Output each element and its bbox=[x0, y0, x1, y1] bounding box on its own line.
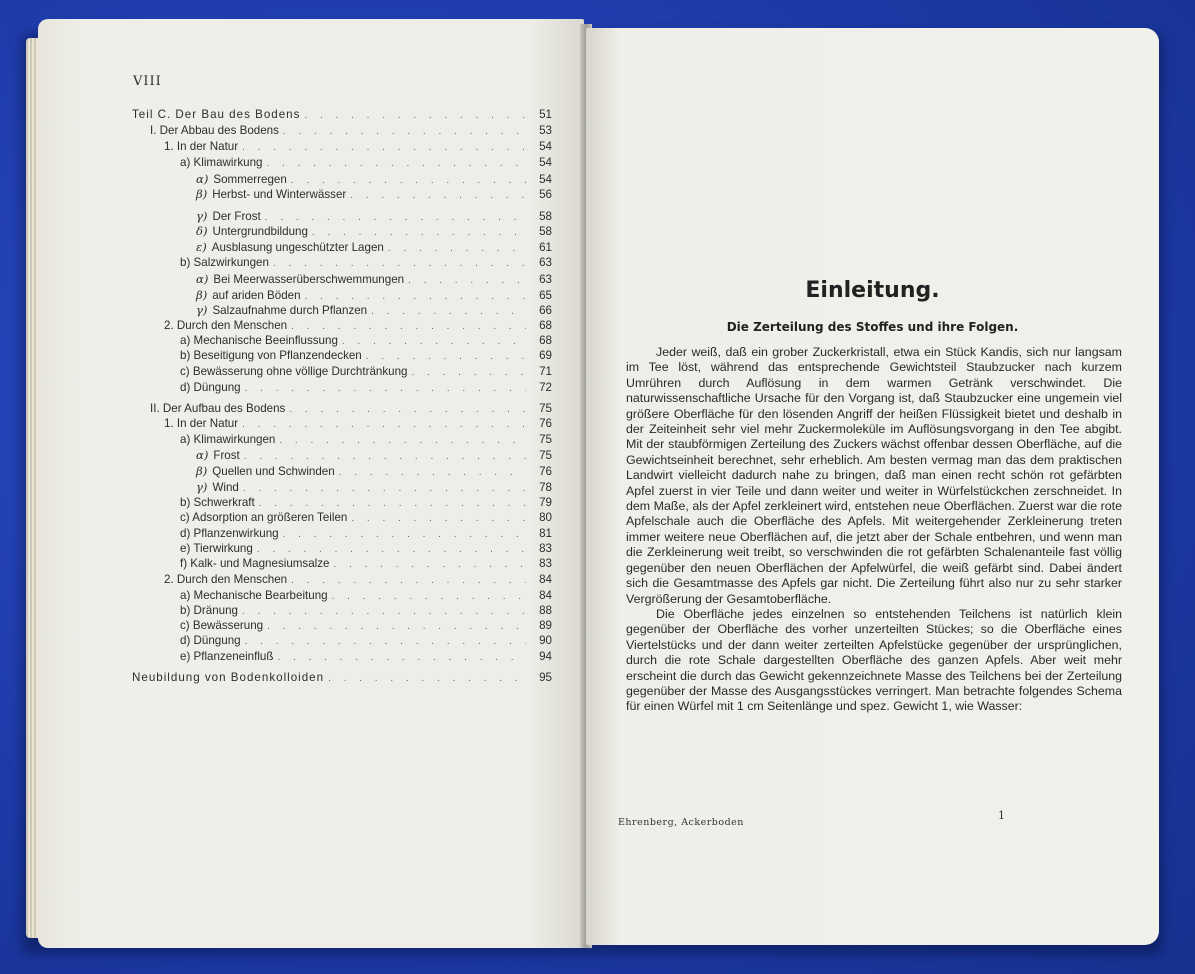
toc-entry bbox=[180, 604, 552, 617]
toc-leader-dots bbox=[242, 142, 526, 153]
toc-entry-page: 54 bbox=[539, 173, 552, 186]
toc-leader-dots bbox=[339, 467, 526, 478]
toc-entry bbox=[196, 240, 552, 254]
toc-leader-dots bbox=[291, 321, 526, 332]
toc-leader-dots bbox=[267, 621, 526, 632]
toc-leader-dots bbox=[283, 126, 526, 137]
toc-leader-dots bbox=[328, 673, 526, 684]
toc-entry-label: Quellen und Schwinden bbox=[212, 465, 335, 478]
toc-leader-dots bbox=[279, 435, 526, 446]
toc-leader-dots bbox=[244, 451, 526, 462]
toc-leader-dots bbox=[334, 559, 527, 570]
toc-leader-dots bbox=[243, 483, 526, 494]
toc-leader-dots bbox=[412, 367, 527, 378]
toc-entry bbox=[132, 671, 552, 684]
toc-entry bbox=[164, 319, 552, 332]
toc-entry-page: 63 bbox=[539, 256, 552, 269]
left-page bbox=[38, 19, 584, 948]
toc-entry-page: 56 bbox=[539, 188, 552, 201]
toc-entry-label: b) Dränung bbox=[180, 604, 239, 617]
toc-entry bbox=[164, 140, 552, 153]
toc-entry-label: I. Der Abbau des Bodens bbox=[150, 124, 279, 137]
toc-entry-label: d) Düngung bbox=[180, 381, 241, 394]
toc-entry bbox=[196, 448, 552, 462]
toc-entry-label: c) Bewässerung bbox=[180, 619, 264, 632]
toc-entry-page: 63 bbox=[539, 273, 552, 286]
page-number: 1 bbox=[998, 809, 1005, 822]
toc-entry-label: b) Schwerkraft bbox=[180, 496, 255, 509]
toc-entry bbox=[196, 288, 552, 302]
toc-entry bbox=[180, 496, 552, 509]
toc-leader-dots bbox=[291, 575, 526, 586]
chapter-title: Einleitung. bbox=[805, 278, 940, 303]
toc-entry bbox=[196, 464, 552, 478]
toc-leader-dots bbox=[350, 190, 526, 201]
toc-leader-dots bbox=[305, 291, 526, 302]
toc-leader-dots bbox=[371, 306, 526, 317]
toc-entry-label: Bei Meerwasserüberschwemmungen bbox=[213, 273, 405, 286]
toc-entry-label: auf ariden Böden bbox=[212, 289, 301, 302]
paragraph: Die Oberfläche jedes einzelnen so entstehenden Teilchens ist natürlich klein gegenüber der Oberfläche des vorher unzerteilten Stückes; so die Oberfläche eines Viertelstücks und der dann weiter zerteilten Apfelstücke gegenüber der ursprünglichen, durch die rote Schale dargestellten Oberfläche des ganzen Apfels. Aber weit mehr erscheint die durch das Gewicht gekennzeichnete Masse des Teilchens bei der Zerteilung gegenüber der Masse des Ausgangsstückes verringert. Man betrachte folgendes Schema für einen Würfel mit 1 cm Seitenlänge und spez. Gewicht 1, wie Wasser: bbox=[626, 606, 1122, 714]
toc-entry-page: 51 bbox=[539, 108, 552, 121]
toc-entry-marker: ε) bbox=[196, 240, 207, 254]
toc-entry-label: e) Pflanzeneinfluß bbox=[180, 650, 274, 663]
toc-entry bbox=[180, 557, 552, 570]
toc-entry bbox=[196, 303, 552, 317]
toc-entry-label: b) Beseitigung von Pflanzendecken bbox=[180, 349, 362, 362]
toc-entry bbox=[150, 402, 552, 415]
toc-leader-dots bbox=[257, 544, 526, 555]
toc-entry-page: 84 bbox=[539, 589, 552, 602]
toc-leader-dots bbox=[351, 513, 526, 524]
toc-entry-page: 54 bbox=[539, 140, 552, 153]
toc-entry-label: c) Bewässerung ohne völlige Durchtränkung bbox=[180, 365, 408, 378]
toc-entry bbox=[180, 650, 552, 663]
toc-entry-page: 71 bbox=[539, 365, 552, 378]
toc-entry-page: 83 bbox=[539, 557, 552, 570]
toc-entry-label: Herbst- und Winterwässer bbox=[212, 188, 347, 201]
paragraph: Jeder weiß, daß ein grober Zuckerkristall, etwa ein Stück Kandis, sich nur langsam im Tee löst, während das entsprechende Gewichtsteil Staubzucker nach kurzem Umrühren durch Auflösung in dem warmen Getränk verschwindet. Die naturwissenschaftliche Ursache für den Vorgang ist, daß Staubzucker eine ungemein viel größere Oberfläche für den lösenden Angriff der heißen Flüssigkeit bietet und deshalb in der Zeiteinheit sehr viel mehr Zuckermoleküle im Auflösungsvorgang in den Tee abgibt. Mit der staubförmigen Zerteilung des Zuckers wächst offenbar dessen Oberfläche, auf die Gewichtseinheit berechnet, sehr erheblich. Am besten vermag man das dem praktischen Landwirt vielleicht dadurch nahe zu bringen, daß man einen recht schön rot gefärbten Apfel zuerst in vier Teile und dann weiter und weiter in Würfelstückchen zerschneidet. In dem Maße, als der Apfel zerkleinert wird, entstehen neue Oberflächen. Zuerst war die rote Apfelschale auch die Oberfläche des Apfels. Mit weitergehender Zerkleinerung treten immer weitere neue Oberflächen auf, die jetzt aber der Schale entbehren, und wenn man die Zerkleinerung weit treibt, so verschwinden die rot gefärbten Schalenanteile fast völlig gegenüber den neuen Oberflächen der Apfelwürfel, die weiß gefärbt sind. Dabei ändert sich die Gesamtmasse des Apfels gar nicht. Die Zerteilung führt also nur zu sehr starker Vergrößerung der Gesamtoberfläche. bbox=[626, 345, 1122, 606]
toc-leader-dots bbox=[283, 529, 526, 540]
toc-entry-label: Neubildung von Bodenkolloiden bbox=[132, 671, 325, 684]
toc-entry bbox=[180, 542, 552, 555]
body-text bbox=[626, 345, 1122, 715]
toc-entry bbox=[164, 417, 552, 430]
toc-entry bbox=[196, 224, 552, 238]
toc-leader-dots bbox=[242, 606, 526, 617]
toc-leader-dots bbox=[266, 158, 526, 169]
toc-entry bbox=[132, 108, 552, 121]
toc-entry bbox=[196, 172, 552, 186]
toc-entry bbox=[180, 433, 552, 446]
toc-entry-page: 66 bbox=[539, 304, 552, 317]
toc-entry bbox=[196, 272, 552, 286]
toc-entry-page: 94 bbox=[539, 650, 552, 663]
toc-entry bbox=[180, 365, 552, 378]
toc-entry-label: d) Düngung bbox=[180, 634, 241, 647]
toc-entry-label: 1. In der Natur bbox=[164, 140, 239, 153]
toc-leader-dots bbox=[342, 336, 526, 347]
toc-entry bbox=[180, 381, 552, 394]
toc-entry-page: 68 bbox=[539, 319, 552, 332]
toc-leader-dots bbox=[304, 110, 526, 121]
toc-entry-page: 90 bbox=[539, 634, 552, 647]
toc-leader-dots bbox=[259, 498, 526, 509]
toc-entry-page: 53 bbox=[539, 124, 552, 137]
toc-leader-dots bbox=[273, 258, 526, 269]
toc-entry bbox=[180, 527, 552, 540]
page-number-roman: VIII bbox=[133, 74, 162, 89]
toc-entry-marker: β) bbox=[196, 187, 208, 201]
toc-entry-page: 84 bbox=[539, 573, 552, 586]
toc-entry bbox=[196, 187, 552, 201]
toc-entry bbox=[180, 334, 552, 347]
toc-entry-marker: γ) bbox=[196, 480, 208, 494]
toc-entry-page: 79 bbox=[539, 496, 552, 509]
running-footer-author: Ehrenberg, Ackerboden bbox=[618, 817, 744, 828]
toc-entry-marker: α) bbox=[196, 172, 209, 186]
toc-entry-label: Wind bbox=[212, 481, 239, 494]
toc-entry-page: 76 bbox=[539, 465, 552, 478]
toc-entry bbox=[180, 256, 552, 269]
toc-entry-label: a) Klimawirkungen bbox=[180, 433, 276, 446]
toc-entry-label: f) Kalk- und Magnesiumsalze bbox=[180, 557, 330, 570]
toc-entry-page: 69 bbox=[539, 349, 552, 362]
toc-entry bbox=[180, 349, 552, 362]
toc-leader-dots bbox=[291, 175, 526, 186]
toc-entry bbox=[180, 619, 552, 632]
toc-entry-label: 2. Durch den Menschen bbox=[164, 319, 288, 332]
toc-entry-label: Der Frost bbox=[212, 210, 261, 223]
toc-entry-page: 75 bbox=[539, 433, 552, 446]
toc-entry-page: 58 bbox=[539, 210, 552, 223]
toc-entry bbox=[196, 209, 552, 223]
toc-entry-label: Untergrundbildung bbox=[212, 225, 308, 238]
toc-entry-page: 72 bbox=[539, 381, 552, 394]
toc-entry-page: 75 bbox=[539, 449, 552, 462]
toc-entry-page: 95 bbox=[539, 671, 552, 684]
toc-entry-label: Salzaufnahme durch Pflanzen bbox=[212, 304, 368, 317]
toc-entry-marker: β) bbox=[196, 288, 208, 302]
toc-entry-page: 54 bbox=[539, 156, 552, 169]
toc-entry-page: 76 bbox=[539, 417, 552, 430]
toc-entry-label: Sommerregen bbox=[213, 173, 287, 186]
toc-entry-label: e) Tierwirkung bbox=[180, 542, 253, 555]
toc-entry-page: 68 bbox=[539, 334, 552, 347]
toc-entry-label: 1. In der Natur bbox=[164, 417, 239, 430]
toc-entry bbox=[180, 156, 552, 169]
toc-entry-page: 58 bbox=[539, 225, 552, 238]
toc-entry-page: 61 bbox=[539, 241, 552, 254]
toc-entry-label: II. Der Aufbau des Bodens bbox=[150, 402, 286, 415]
toc-entry-page: 78 bbox=[539, 481, 552, 494]
toc-entry-label: a) Klimawirkung bbox=[180, 156, 263, 169]
toc-entry-label: Frost bbox=[213, 449, 240, 462]
toc-leader-dots bbox=[245, 383, 526, 394]
toc-entry-marker: α) bbox=[196, 272, 209, 286]
toc-entry-page: 65 bbox=[539, 289, 552, 302]
toc-entry bbox=[180, 589, 552, 602]
toc-leader-dots bbox=[245, 636, 526, 647]
toc-entry bbox=[150, 124, 552, 137]
toc-entry-label: a) Mechanische Bearbeitung bbox=[180, 589, 328, 602]
toc-entry bbox=[164, 573, 552, 586]
right-page bbox=[586, 28, 1159, 945]
toc-leader-dots bbox=[366, 351, 526, 362]
toc-entry-page: 80 bbox=[539, 511, 552, 524]
toc-entry bbox=[180, 634, 552, 647]
toc-leader-dots bbox=[277, 652, 526, 663]
toc-entry-label: Teil C. Der Bau des Bodens bbox=[132, 108, 301, 121]
toc-entry-label: 2. Durch den Menschen bbox=[164, 573, 288, 586]
section-title: Die Zerteilung des Stoffes und ihre Folgen. bbox=[726, 320, 1019, 334]
toc-entry bbox=[196, 480, 552, 494]
toc-entry-label: d) Pflanzenwirkung bbox=[180, 527, 279, 540]
toc-leader-dots bbox=[408, 275, 526, 286]
toc-entry-marker: β) bbox=[196, 464, 208, 478]
toc-leader-dots bbox=[388, 243, 526, 254]
toc-leader-dots bbox=[332, 591, 526, 602]
toc-leader-dots bbox=[312, 227, 526, 238]
toc-entry-label: b) Salzwirkungen bbox=[180, 256, 269, 269]
toc-entry-marker: γ) bbox=[196, 303, 208, 317]
toc-entry-page: 89 bbox=[539, 619, 552, 632]
toc-entry-marker: α) bbox=[196, 448, 209, 462]
toc-leader-dots bbox=[265, 212, 526, 223]
toc-entry-label: Ausblasung ungeschützter Lagen bbox=[211, 241, 384, 254]
toc-leader-dots bbox=[242, 419, 526, 430]
toc-entry-page: 75 bbox=[539, 402, 552, 415]
toc-entry-marker: δ) bbox=[196, 224, 208, 238]
toc-leader-dots bbox=[289, 404, 526, 415]
toc-entry-page: 88 bbox=[539, 604, 552, 617]
toc-entry-marker: γ) bbox=[196, 209, 208, 223]
toc-entry-label: c) Adsorption an größeren Teilen bbox=[180, 511, 348, 524]
toc-entry-label: a) Mechanische Beeinflussung bbox=[180, 334, 338, 347]
toc-entry-page: 83 bbox=[539, 542, 552, 555]
toc-entry-page: 81 bbox=[539, 527, 552, 540]
toc-entry bbox=[180, 511, 552, 524]
